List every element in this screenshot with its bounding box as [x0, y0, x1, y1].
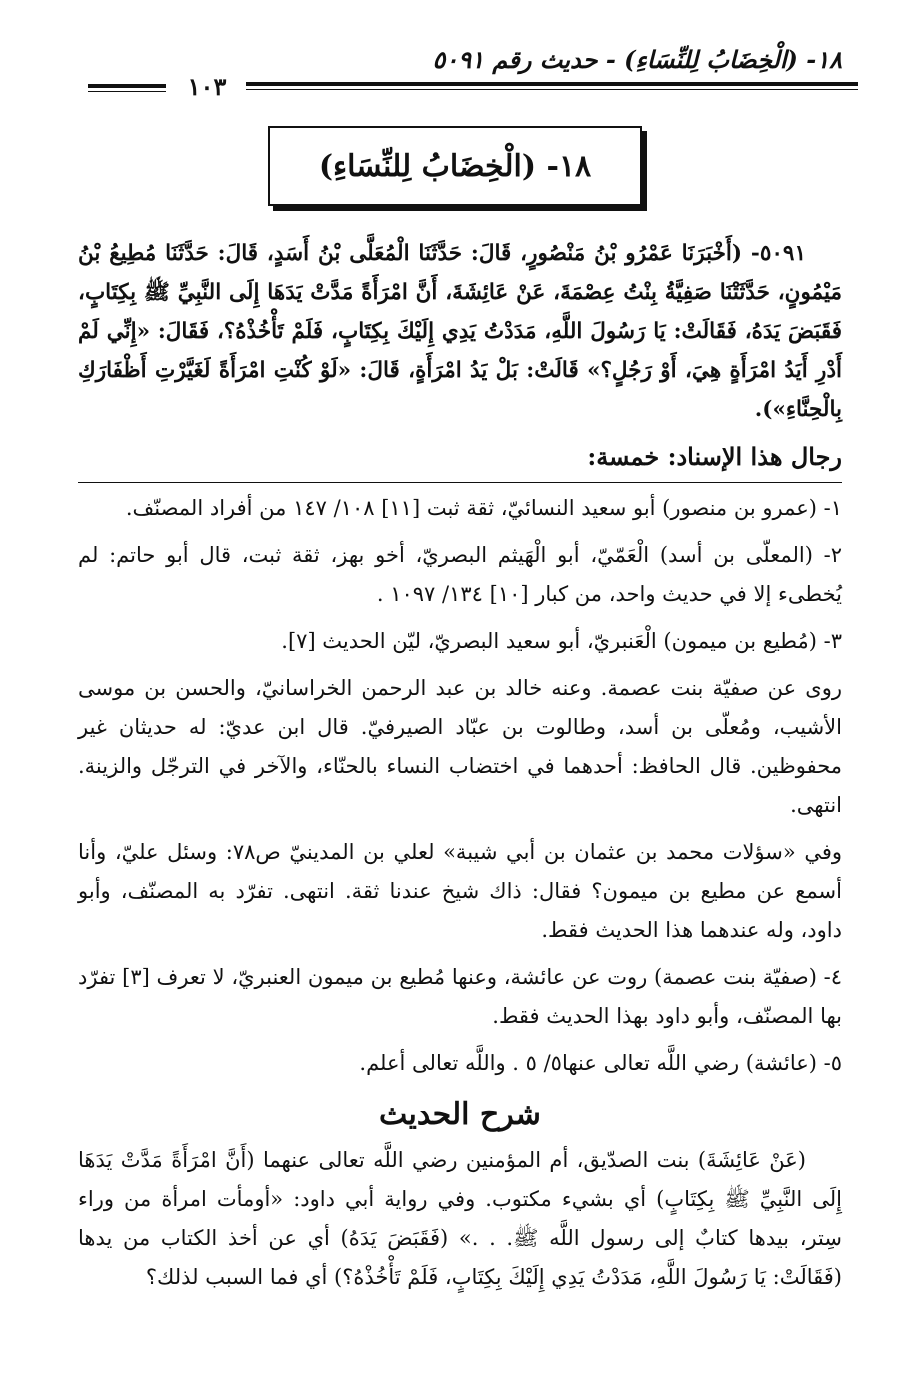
header-rule — [246, 82, 858, 86]
header-rule-thin — [246, 89, 858, 90]
chapter-title-text: ١٨- (الْخِضَابُ لِلنِّسَاءِ) — [318, 148, 592, 184]
running-header-title: ١٨- (الْخِضَابُ لِلنِّسَاءِ) - حديث رقم ٥٠٩١ — [432, 45, 842, 74]
narrator-5: ٥- (عائشة) رضي اللَّه تعالى عنها٥/ ٥ . واللَّه تعالى أعلم. — [359, 1051, 842, 1075]
chapter-title — [268, 126, 642, 206]
page-body — [78, 234, 842, 1305]
hadith-text: ٥٠٩١- (أَخْبَرَنَا عَمْرُو بْنُ مَنْصُورٍ، قَالَ: حَدَّثَنَا الْمُعَلَّى بْنُ أَسَدٍ، قَالَ: حَدَّثَنَا مُطِيعُ بْنُ مَيْمُونٍ، حَدَّثَتْنَا صَفِيَّةُ بِنْتُ عِصْمَةَ، عَنْ عَائِشَةَ، أَنَّ امْرَأَةً مَدَّتْ يَدَهَا إِلَى النَّبِيِّ ﷺ بِكِتَابٍ، فَقَبَضَ يَدَهُ، فَقَالَتْ: يَا رَسُولَ اللَّهِ، مَدَدْتُ يَدِي إِلَيْكَ بِكِتَابٍ، فَلَمْ تَأْخُذْهُ؟، فَقَالَ: «إِنِّي لَمْ أَدْرِ أَيَدُ امْرَأَةٍ هِيَ، أَوْ رَجُلٍ؟» قَالَتْ: بَلْ يَدُ امْرَأَةٍ، قَالَ: «لَوْ كُنْتِ امْرَأَةً لَغَيَّرْتِ أَظْفَارَكِ بِالْحِنَّاءِ»). — [78, 241, 842, 422]
narrator-1: ١- (عمرو بن منصور) أبو سعيد النسائيّ، ثقة ثبت [١١] ١٠٨/ ١٤٧ من أفراد المصنّف. — [125, 496, 842, 520]
page-number-rule — [88, 84, 166, 88]
narrator-4: ٤- (صفيّة بنت عصمة) روت عن عائشة، وعنها مُطيع بن ميمون العنبريّ، لا تعرف [٣] تفرّد بها المصنّف، وأبو داود بهذا الحديث فقط. — [78, 965, 842, 1028]
page-number-rule-thin — [88, 91, 166, 92]
page-number: ١٠٣ — [187, 72, 227, 101]
narrator-3-note: وفي «سؤلات محمد بن عثمان بن أبي شيبة» لعلي بن المدينيّ ص٧٨: وسئل عليّ، وأنا أسمع عن مطيع بن ميمون؟ فقال: ذاك شيخ عندنا ثقة. انتهى. تفرّد به المصنّف، وأبو داود، وله عندهما هذا الحديث فقط. — [78, 840, 843, 942]
narrator-2: ٢- (المعلّى بن أسد) الْعَمّيّ، أبو الْهَيثم البصريّ، أخو بهز، ثقة ثبت، قال أبو حاتم: لم يُخطىء إلا في حديث واحد، من كبار [١٠] ١٣٤/ ١٠٩٧ . — [78, 543, 842, 606]
narrator-3-details: روى عن صفيّة بنت عصمة. وعنه خالد بن عبد الرحمن الخراسانيّ، والحسن بن موسى الأشيب، ومُعلّى بن أسد، وطالوت بن عبّاد الصيرفيّ. قال ابن عديّ: له حديثان غير محفوظين. قال الحافظ: أحدهما في اختضاب النساء بالحنّاء، والآخر في الترجّل والزينة. انتهى. — [78, 676, 842, 817]
narrators-heading: رجال هذا الإسناد: خمسة: — [587, 442, 842, 471]
narrators-divider — [78, 482, 842, 483]
commentary-text: (عَنْ عَائِشَةَ) بنت الصدّيق، أم المؤمنين رضي اللَّه تعالى عنهما (أَنَّ امْرَأَةً مَدَّتْ يَدَهَا إِلَى النَّبِيِّ ﷺ بِكِتَابٍ) أي بشيء مكتوب. وفي رواية أبي داود: «أومأت امرأة من وراء سِتر، بيدها كتابٌ إلى رسول اللَّه ﷺ. . .» (فَقَبَضَ يَدَهُ) أي عن أخذ الكتاب من يدها (فَقَالَتْ: يَا رَسُولَ اللَّهِ، مَدَدْتُ يَدِي إِلَيْكَ بِكِتَابٍ، فَلَمْ تَأْخُذْهُ؟) أي فما السبب لذلك؟ — [78, 1148, 842, 1289]
narrator-3: ٣- (مُطيع بن ميمون) الْعَنبريّ، أبو سعيد البصريّ، ليّن الحديث [٧]. — [281, 629, 842, 653]
commentary-title: شرح الحديث — [379, 1097, 541, 1132]
